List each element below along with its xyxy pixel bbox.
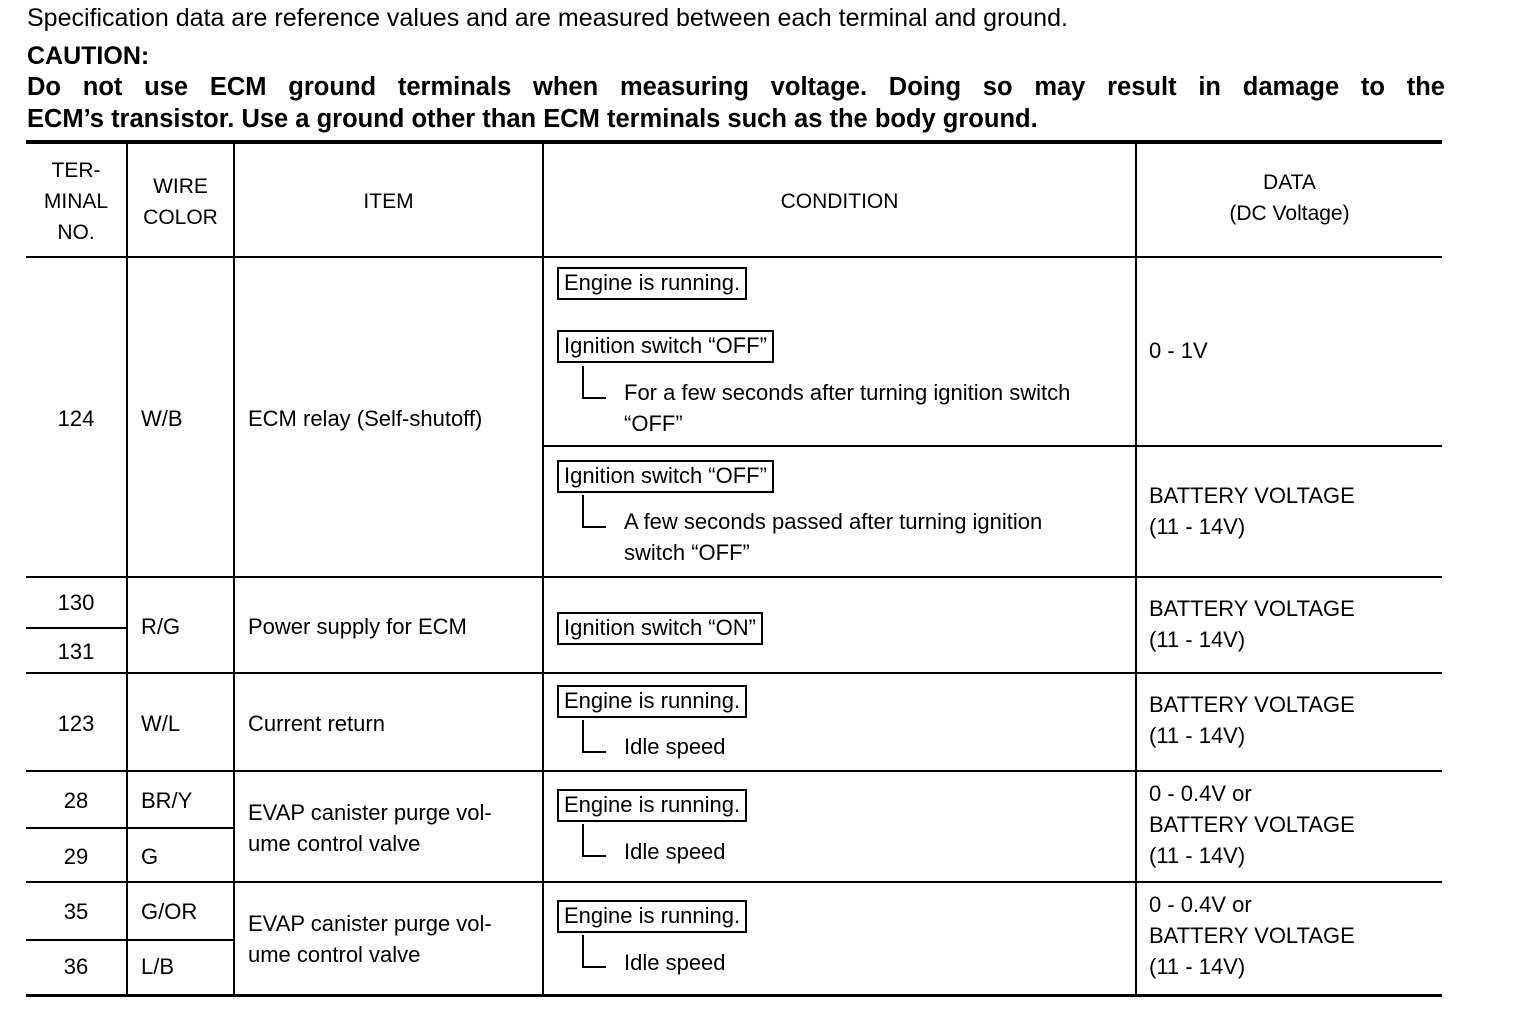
condition-box: Ignition switch “OFF” [557,460,774,493]
wire-color: G/OR [141,899,198,924]
item-name-line: EVAP canister purge vol- [248,800,492,825]
condition-box: Engine is running. [557,789,747,822]
header-data-line: (DC Voltage) [1229,202,1350,225]
header-terminal-line: TER- [51,159,101,182]
elbow-connector [582,720,606,753]
condition-box: Engine is running. [557,267,747,300]
condition-sub-line: For a few seconds after turning ignition switch [624,380,1071,405]
header-item: ITEM [363,190,414,213]
elbow-connector [582,935,606,968]
caution-title: CAUTION: [27,42,150,70]
condition-sub [624,836,726,867]
header-wire-color [128,171,233,233]
condition-sub-line: Idle speed [624,734,726,759]
item-name-line: ume control valve [248,831,421,856]
header-data [1137,167,1442,229]
terminal-number: 123 [57,711,95,736]
terminal-number: 36 [63,954,89,979]
condition-sub [624,731,726,762]
wire-color: L/B [141,954,175,979]
condition-box: Ignition switch “OFF” [557,330,774,363]
header-terminal-no [26,155,126,248]
row-divider [26,770,1442,772]
data-value-line: BATTERY VOLTAGE [1149,923,1355,948]
elbow-connector [582,495,606,528]
table-bottom-rule [26,994,1442,997]
data-value [1149,889,1355,982]
header-data-line: DATA [1263,171,1316,194]
data-value: 0 - 1V [1149,338,1208,363]
data-value-line: BATTERY VOLTAGE [1149,483,1355,508]
column-divider [542,144,544,995]
condition-box: Engine is running. [557,900,747,933]
data-value-line: BATTERY VOLTAGE [1149,692,1355,717]
caution-text [27,71,1445,135]
terminal-number: 35 [63,899,89,924]
terminal-number: 124 [57,406,95,431]
terminal-divider [26,939,234,941]
wire-color: R/G [141,614,181,639]
elbow-connector [582,366,606,399]
wire-color: W/L [141,711,181,736]
item-name: Current return [248,711,385,736]
header-wire-line: WIRE [153,175,208,198]
table-top-rule [26,140,1442,144]
condition-sub [624,377,1070,439]
terminal-number: 131 [57,639,95,664]
data-value-line: (11 - 14V) [1149,723,1246,748]
data-value-line: 0 - 0.4V or [1149,892,1252,917]
row-divider [26,881,1442,883]
wire-color: G [141,844,159,869]
row-divider [26,672,1442,674]
data-value-line: (11 - 14V) [1149,514,1246,539]
condition-box: Ignition switch “ON” [557,612,763,645]
condition-sub-line: A few seconds passed after turning ignition [624,509,1043,534]
data-value [1149,593,1355,655]
item-name-line: EVAP canister purge vol- [248,911,492,936]
column-divider [1135,144,1137,995]
row-divider [26,576,1442,578]
caution-line-2: ECM’s transistor. Use a ground other than ECM terminals such as the body ground. [27,105,1038,133]
data-value [1149,480,1355,542]
condition-sub [624,506,1042,568]
terminal-divider [26,627,127,629]
header-terminal-line: MINAL [43,190,109,213]
data-value-line: (11 - 14V) [1149,954,1246,979]
header-wire-line: COLOR [143,206,218,229]
wire-color: BR/Y [141,788,193,813]
header-terminal-line: NO. [57,221,95,244]
condition-divider [543,445,1442,447]
terminal-number: 130 [57,590,95,615]
terminal-divider [26,827,234,829]
data-value [1149,778,1355,871]
data-value-line: 0 - 0.4V or [1149,781,1252,806]
condition-sub-line: Idle speed [624,950,726,975]
condition-box: Engine is running. [557,685,747,718]
item-name: ECM relay (Self-shutoff) [248,406,483,431]
wire-color: W/B [141,406,183,431]
intro-text: Specification data are reference values and are measured between each terminal and ground. [27,4,1068,32]
data-value-line: (11 - 14V) [1149,843,1246,868]
header-bottom-rule [26,256,1442,258]
condition-sub [624,947,726,978]
caution-line-1: Do not use ECM ground terminals when measuring voltage. Doing so may result in damage to the [27,73,1445,101]
elbow-connector [582,824,606,857]
item-name [248,797,492,859]
data-value [1149,689,1355,751]
terminal-number: 29 [63,844,89,869]
condition-sub-line: switch “OFF” [624,540,750,565]
item-name: Power supply for ECM [248,614,467,639]
item-name [248,908,492,970]
column-divider [126,144,128,995]
terminal-number: 28 [63,788,89,813]
data-value-line: (11 - 14V) [1149,627,1246,652]
condition-sub-line: “OFF” [624,411,683,436]
header-condition: CONDITION [780,190,899,213]
item-name-line: ume control valve [248,942,421,967]
condition-sub-line: Idle speed [624,839,726,864]
data-value-line: BATTERY VOLTAGE [1149,596,1355,621]
data-value-line: BATTERY VOLTAGE [1149,812,1355,837]
column-divider [233,144,235,995]
